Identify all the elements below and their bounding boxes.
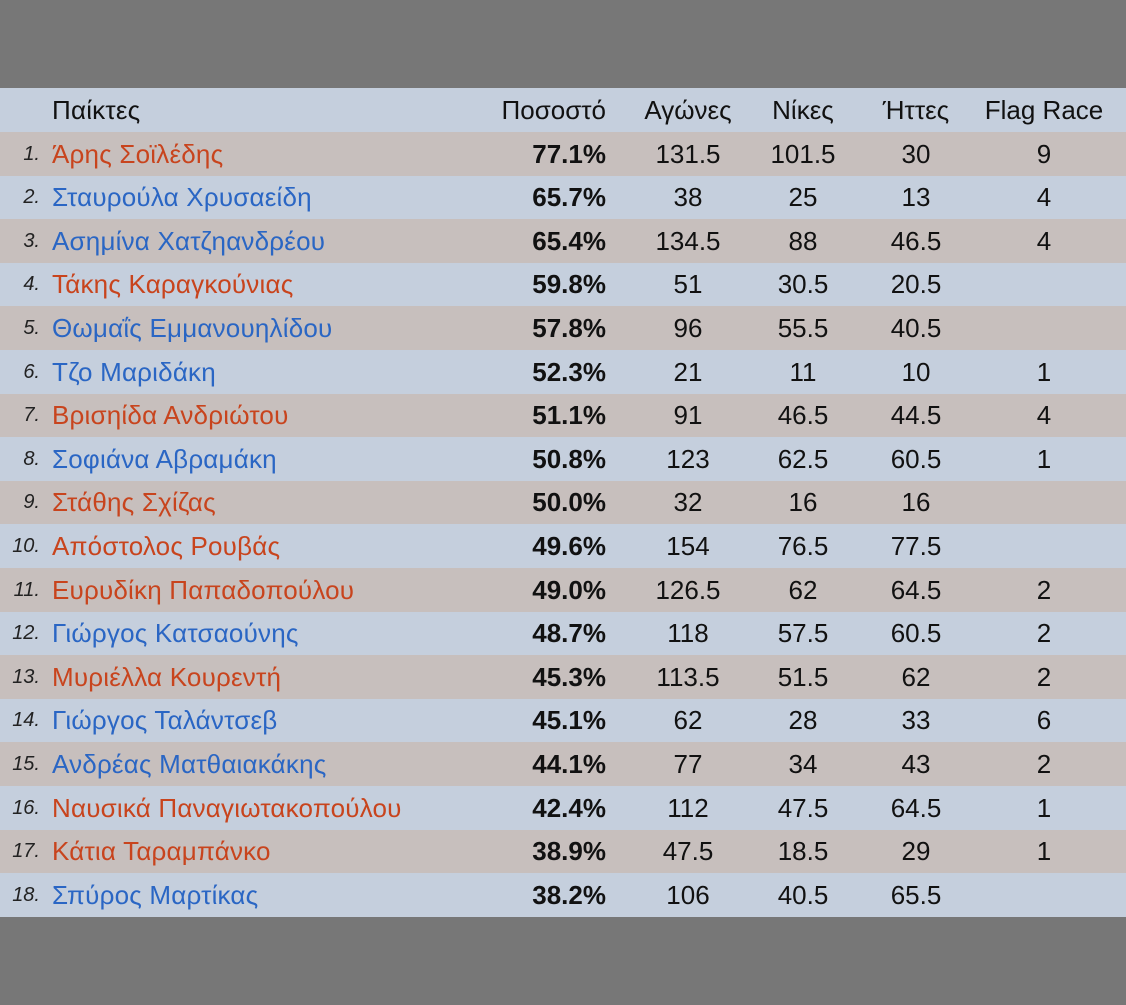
rank-number: 7. <box>23 404 40 427</box>
games-count: 62 <box>673 705 703 736</box>
table-row <box>0 176 1126 220</box>
header-wins: Νίκες <box>772 94 834 125</box>
rank-number: 5. <box>23 316 40 339</box>
games-count: 154 <box>666 530 710 561</box>
losses-count: 60.5 <box>890 618 942 649</box>
win-percentage: 45.3% <box>532 661 606 692</box>
wins-count: 18.5 <box>777 836 829 867</box>
wins-count: 40.5 <box>777 879 829 910</box>
rank-number: 6. <box>23 360 40 383</box>
wins-count: 11 <box>789 356 817 387</box>
player-name: Στάθης Σχίζας <box>52 487 216 518</box>
player-name: Γιώργος Κατσαούνης <box>52 618 299 649</box>
table-row <box>0 394 1126 438</box>
wins-count: 34 <box>788 748 818 779</box>
win-percentage: 42.4% <box>532 792 606 823</box>
table-row <box>0 655 1126 699</box>
games-count: 38 <box>673 182 703 213</box>
table-header <box>0 88 1126 132</box>
rank-number: 1. <box>23 142 40 165</box>
losses-count: 64.5 <box>890 574 942 605</box>
table-row <box>0 263 1126 307</box>
flag-race-count: 2 <box>1036 574 1052 605</box>
rank-number: 14. <box>12 709 40 732</box>
win-percentage: 49.6% <box>532 530 606 561</box>
win-percentage: 45.1% <box>532 705 606 736</box>
losses-count: 20.5 <box>890 269 942 300</box>
flag-race-count <box>978 873 1110 917</box>
win-percentage: 65.7% <box>532 182 606 213</box>
wins-count: 62.5 <box>777 443 829 474</box>
losses-count: 77.5 <box>890 530 942 561</box>
wins-count: 30.5 <box>777 269 829 300</box>
win-percentage: 49.0% <box>532 574 606 605</box>
player-name: Τάκης Καραγκούνιας <box>52 269 294 300</box>
player-name: Σταυρούλα Χρυσαείδη <box>52 182 312 213</box>
games-count: 96 <box>673 312 703 343</box>
table-row <box>0 132 1126 176</box>
player-name: Βρισηίδα Ανδριώτου <box>52 400 289 431</box>
flag-race-count: 1 <box>1036 356 1052 387</box>
player-name: Θωμαΐς Εμμανουηλίδου <box>52 312 333 343</box>
losses-count: 16 <box>901 487 931 518</box>
flag-race-count: 9 <box>1036 138 1052 169</box>
flag-race-count: 6 <box>1036 705 1052 736</box>
table-row <box>0 524 1126 568</box>
wins-count: 28 <box>788 705 818 736</box>
table-row <box>0 350 1126 394</box>
wins-count: 101.5 <box>770 138 836 169</box>
header-games: Αγώνες <box>644 94 732 125</box>
wins-count: 16 <box>788 487 818 518</box>
losses-count: 29 <box>901 836 931 867</box>
win-percentage: 51.1% <box>532 400 606 431</box>
losses-count: 44.5 <box>890 400 942 431</box>
losses-count: 13 <box>901 182 931 213</box>
win-percentage: 59.8% <box>532 269 606 300</box>
rank-number: 13. <box>12 665 40 688</box>
rank-number: 16. <box>12 796 40 819</box>
flag-race-count <box>978 481 1110 525</box>
win-percentage: 52.3% <box>532 356 606 387</box>
flag-race-count: 1 <box>1036 792 1052 823</box>
table-row <box>0 481 1126 525</box>
wins-count: 57.5 <box>777 618 829 649</box>
win-percentage: 77.1% <box>532 138 606 169</box>
player-name: Μυριέλλα Κουρεντή <box>52 661 282 692</box>
wins-count: 88 <box>788 225 818 256</box>
table-row <box>0 873 1126 917</box>
rank-number: 12. <box>12 622 40 645</box>
win-percentage: 50.0% <box>532 487 606 518</box>
table-row <box>0 612 1126 656</box>
rank-number: 4. <box>23 273 40 296</box>
games-count: 77 <box>673 748 703 779</box>
table-row <box>0 742 1126 786</box>
losses-count: 62 <box>901 661 931 692</box>
wins-count: 47.5 <box>777 792 829 823</box>
header-percentage: Ποσοστό <box>501 94 606 125</box>
rank-number: 17. <box>12 840 40 863</box>
rank-number: 11. <box>13 578 40 601</box>
losses-count: 46.5 <box>890 225 942 256</box>
win-percentage: 48.7% <box>532 618 606 649</box>
flag-race-count: 2 <box>1036 661 1052 692</box>
table-row <box>0 306 1126 350</box>
win-percentage: 50.8% <box>532 443 606 474</box>
flag-race-count: 1 <box>1036 836 1052 867</box>
flag-race-count: 2 <box>1036 748 1052 779</box>
header-losses: Ήττες <box>882 94 950 125</box>
table-row <box>0 437 1126 481</box>
games-count: 123 <box>666 443 710 474</box>
table-row <box>0 699 1126 743</box>
wins-count: 76.5 <box>777 530 829 561</box>
table-row <box>0 568 1126 612</box>
wins-count: 55.5 <box>777 312 829 343</box>
games-count: 131.5 <box>655 138 721 169</box>
player-name: Ναυσικά Παναγιωτακοπούλου <box>52 792 402 823</box>
games-count: 106 <box>666 879 710 910</box>
games-count: 134.5 <box>655 225 721 256</box>
losses-count: 64.5 <box>890 792 942 823</box>
rank-number: 8. <box>23 447 40 470</box>
table-row <box>0 830 1126 874</box>
losses-count: 65.5 <box>890 879 942 910</box>
games-count: 126.5 <box>655 574 721 605</box>
rank-number: 18. <box>12 883 40 906</box>
flag-race-count: 4 <box>1036 182 1052 213</box>
wins-count: 51.5 <box>777 661 829 692</box>
losses-count: 33 <box>901 705 931 736</box>
player-name: Σοφιάνα Αβραμάκη <box>52 443 277 474</box>
games-count: 91 <box>673 400 703 431</box>
losses-count: 40.5 <box>890 312 942 343</box>
losses-count: 60.5 <box>890 443 942 474</box>
flag-race-count: 4 <box>1036 400 1052 431</box>
games-count: 51 <box>673 269 703 300</box>
win-percentage: 38.9% <box>532 836 606 867</box>
win-percentage: 65.4% <box>532 225 606 256</box>
rank-number: 10. <box>12 534 40 557</box>
player-name: Ευρυδίκη Παπαδοπούλου <box>52 574 355 605</box>
wins-count: 62 <box>788 574 818 605</box>
rank-number: 15. <box>12 752 40 775</box>
flag-race-count: 4 <box>1036 225 1052 256</box>
player-name: Απόστολος Ρουβάς <box>52 530 281 561</box>
player-name: Γιώργος Ταλάντσεβ <box>52 705 278 736</box>
games-count: 21 <box>673 356 703 387</box>
wins-count: 46.5 <box>777 400 829 431</box>
flag-race-count <box>978 306 1110 350</box>
player-name: Σπύρος Μαρτίκας <box>52 879 259 910</box>
player-name: Άρης Σοϊλέδης <box>52 138 224 169</box>
games-count: 32 <box>673 487 703 518</box>
player-name: Τζο Μαριδάκη <box>52 356 216 387</box>
standings-table <box>0 88 1126 917</box>
rank-number: 9. <box>23 491 40 514</box>
flag-race-count <box>978 263 1110 307</box>
player-name: Κάτια Ταραμπάνκο <box>52 836 271 867</box>
win-percentage: 44.1% <box>532 748 606 779</box>
losses-count: 30 <box>901 138 931 169</box>
rank-number: 3. <box>23 229 40 252</box>
flag-race-count <box>978 524 1110 568</box>
header-flag-race: Flag Race <box>984 94 1104 125</box>
table-row <box>0 786 1126 830</box>
games-count: 112 <box>667 792 709 823</box>
win-percentage: 38.2% <box>532 879 606 910</box>
games-count: 47.5 <box>662 836 714 867</box>
games-count: 118 <box>667 618 709 649</box>
table-row <box>0 219 1126 263</box>
win-percentage: 57.8% <box>532 312 606 343</box>
flag-race-count: 2 <box>1036 618 1052 649</box>
rank-number: 2. <box>23 186 40 209</box>
flag-race-count: 1 <box>1036 443 1052 474</box>
losses-count: 10 <box>901 356 931 387</box>
games-count: 113.5 <box>656 661 720 692</box>
player-name: Ανδρέας Ματθαιακάκης <box>52 748 327 779</box>
losses-count: 43 <box>901 748 931 779</box>
wins-count: 25 <box>788 182 818 213</box>
player-name: Ασημίνα Χατζηανδρέου <box>52 225 326 256</box>
header-players: Παίκτες <box>52 94 141 125</box>
